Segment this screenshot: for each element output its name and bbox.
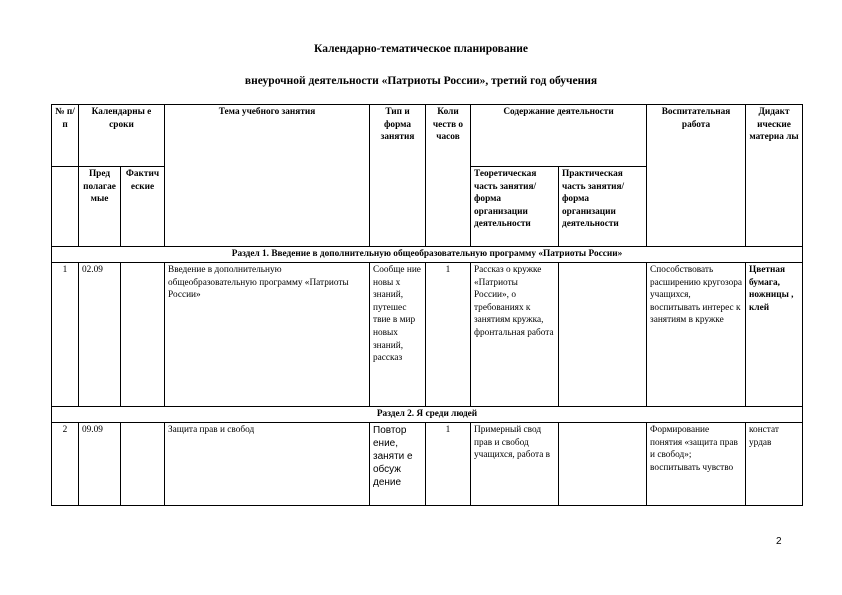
row1-upbringing: Способствовать расширению кругозора учащихся, воспитывать интерес к занятиям в кружке <box>647 263 746 407</box>
table-row <box>52 423 803 506</box>
header-content: Содержание деятельности <box>471 105 647 167</box>
header-num: № п/ п <box>52 105 79 167</box>
row2-topic: Защита прав и свобод <box>165 423 370 506</box>
row1-num: 1 <box>52 263 79 407</box>
header-practice: Практическая часть занятия/ форма организации деятельности <box>559 167 647 247</box>
row2-num: 2 <box>52 423 79 506</box>
header-theory: Теоретическая часть занятия/ форма организации деятельности <box>471 167 559 247</box>
header-calendar: Календарны е сроки <box>79 105 165 167</box>
row2-theory: Примерный свод прав и свобод учащихся, работа в <box>471 423 559 506</box>
row1-actual <box>121 263 165 407</box>
row2-upbringing: Формирование понятия «защита прав и свобод»; воспитывать чувство <box>647 423 746 506</box>
row2-type: Повтор ение, заняти е обсуж дение <box>370 423 426 506</box>
header-didactic: Дидакт ические материа лы <box>746 105 803 247</box>
row1-topic: Введение в дополнительную общеобразовательную программу «Патриоты России» <box>165 263 370 407</box>
section-row-1 <box>52 247 803 263</box>
row1-theory: Рассказ о кружке «Патриоты России», о требованиях к занятиям кружка, фронтальная работа <box>471 263 559 407</box>
row2-practice <box>559 423 647 506</box>
title-line-2: внеурочной деятельности «Патриоты России», третий год обучения <box>244 75 598 87</box>
section-1-title: Раздел 1. Введение в дополнительную общеобразовательную программу «Патриоты России» <box>52 247 803 263</box>
row2-hours: 1 <box>426 423 471 506</box>
header-upbringing: Воспитательная работа <box>647 105 746 247</box>
row1-hours: 1 <box>426 263 471 407</box>
header-row <box>52 105 803 167</box>
header-topic: Тема учебного занятия <box>165 105 370 247</box>
row2-didactic: констат урдав <box>746 423 803 506</box>
row2-actual <box>121 423 165 506</box>
header-type: Тип и форма занятия <box>370 105 426 247</box>
row1-type: Сообще ние новы х знаний, путешес твие в мир новых знаний, рассказ <box>370 263 426 407</box>
header-actual: Фактич еские <box>121 167 165 247</box>
header-planned: Пред полагае мые <box>79 167 121 247</box>
row1-date: 02.09 <box>79 263 121 407</box>
planning-table <box>51 104 803 506</box>
table-row <box>52 263 803 407</box>
title-line-1: Календарно-тематическое планирование <box>314 43 528 55</box>
page-number: 2 <box>776 536 782 547</box>
section-row-2 <box>52 407 803 423</box>
row1-practice <box>559 263 647 407</box>
section-2-title: Раздел 2. Я среди людей <box>52 407 803 423</box>
subheader-num-empty <box>52 167 79 247</box>
row2-date: 09.09 <box>79 423 121 506</box>
row1-didactic: Цветная бумага, ножницы , клей <box>746 263 803 407</box>
header-hours: Коли честв о часов <box>426 105 471 247</box>
